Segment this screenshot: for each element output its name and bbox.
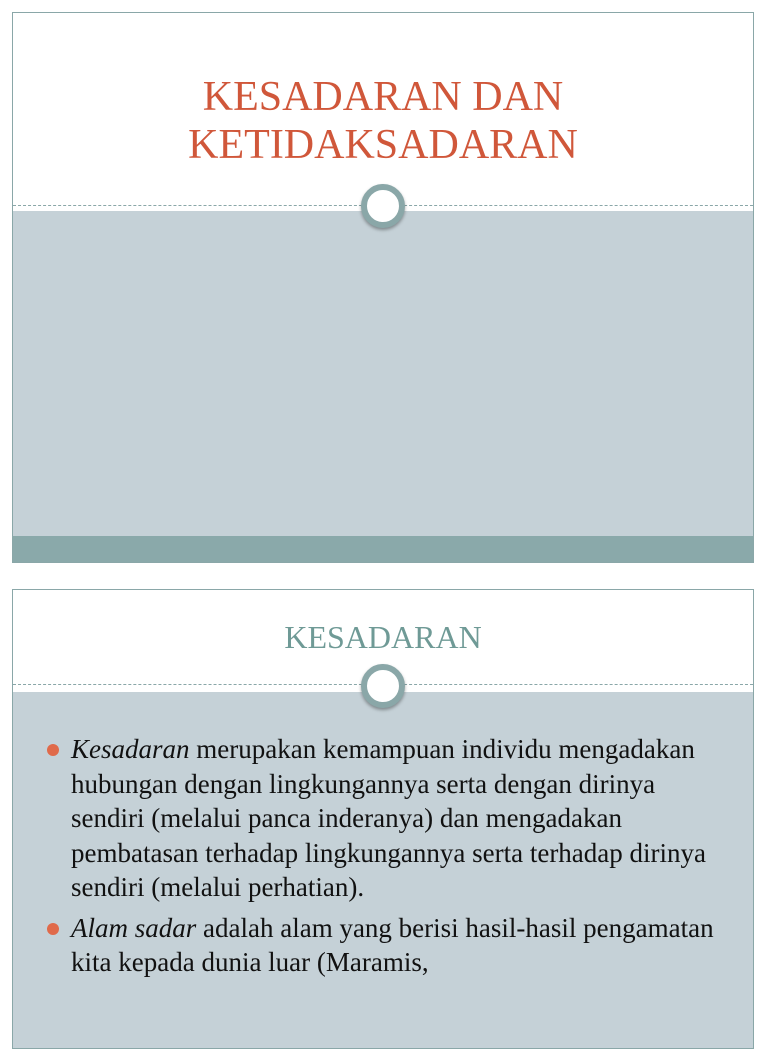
- content-area: [13, 211, 753, 536]
- bullet-list: [47, 732, 733, 986]
- circle-ornament-icon: [361, 664, 405, 708]
- slide-title: [13, 73, 753, 169]
- bullet-item: [47, 911, 733, 980]
- bullet-term: Alam sadar: [71, 912, 197, 943]
- slide-title-line-1: KESADARAN DAN: [202, 74, 564, 120]
- title-area: [13, 13, 753, 205]
- footer-bar: [13, 536, 753, 563]
- slide-title-line-2: KETIDAKSADARAN: [188, 122, 578, 168]
- content-slide: [12, 589, 754, 1049]
- bullet-text: adalah alam yang berisi hasil-hasil pengamatan kita kepada dunia luar (Maramis,: [71, 912, 714, 977]
- bullet-icon: [47, 923, 59, 935]
- bullet-term: Kesadaran: [71, 734, 190, 764]
- bullet-item: [47, 732, 733, 905]
- title-slide: [12, 12, 754, 563]
- bullet-icon: [47, 744, 59, 756]
- bullet-text: merupakan kemampuan individu mengadakan hubungan dengan lingkungannya serta dengan dirinya sendiri (melalui panca inderanya) dan mengadakan pembatasan terhadap lingkungannya serta terhadap dirinya sendiri (melalui perhatian).: [71, 734, 707, 902]
- circle-ornament-icon: [361, 184, 405, 228]
- slide-title: KESADARAN: [284, 619, 482, 655]
